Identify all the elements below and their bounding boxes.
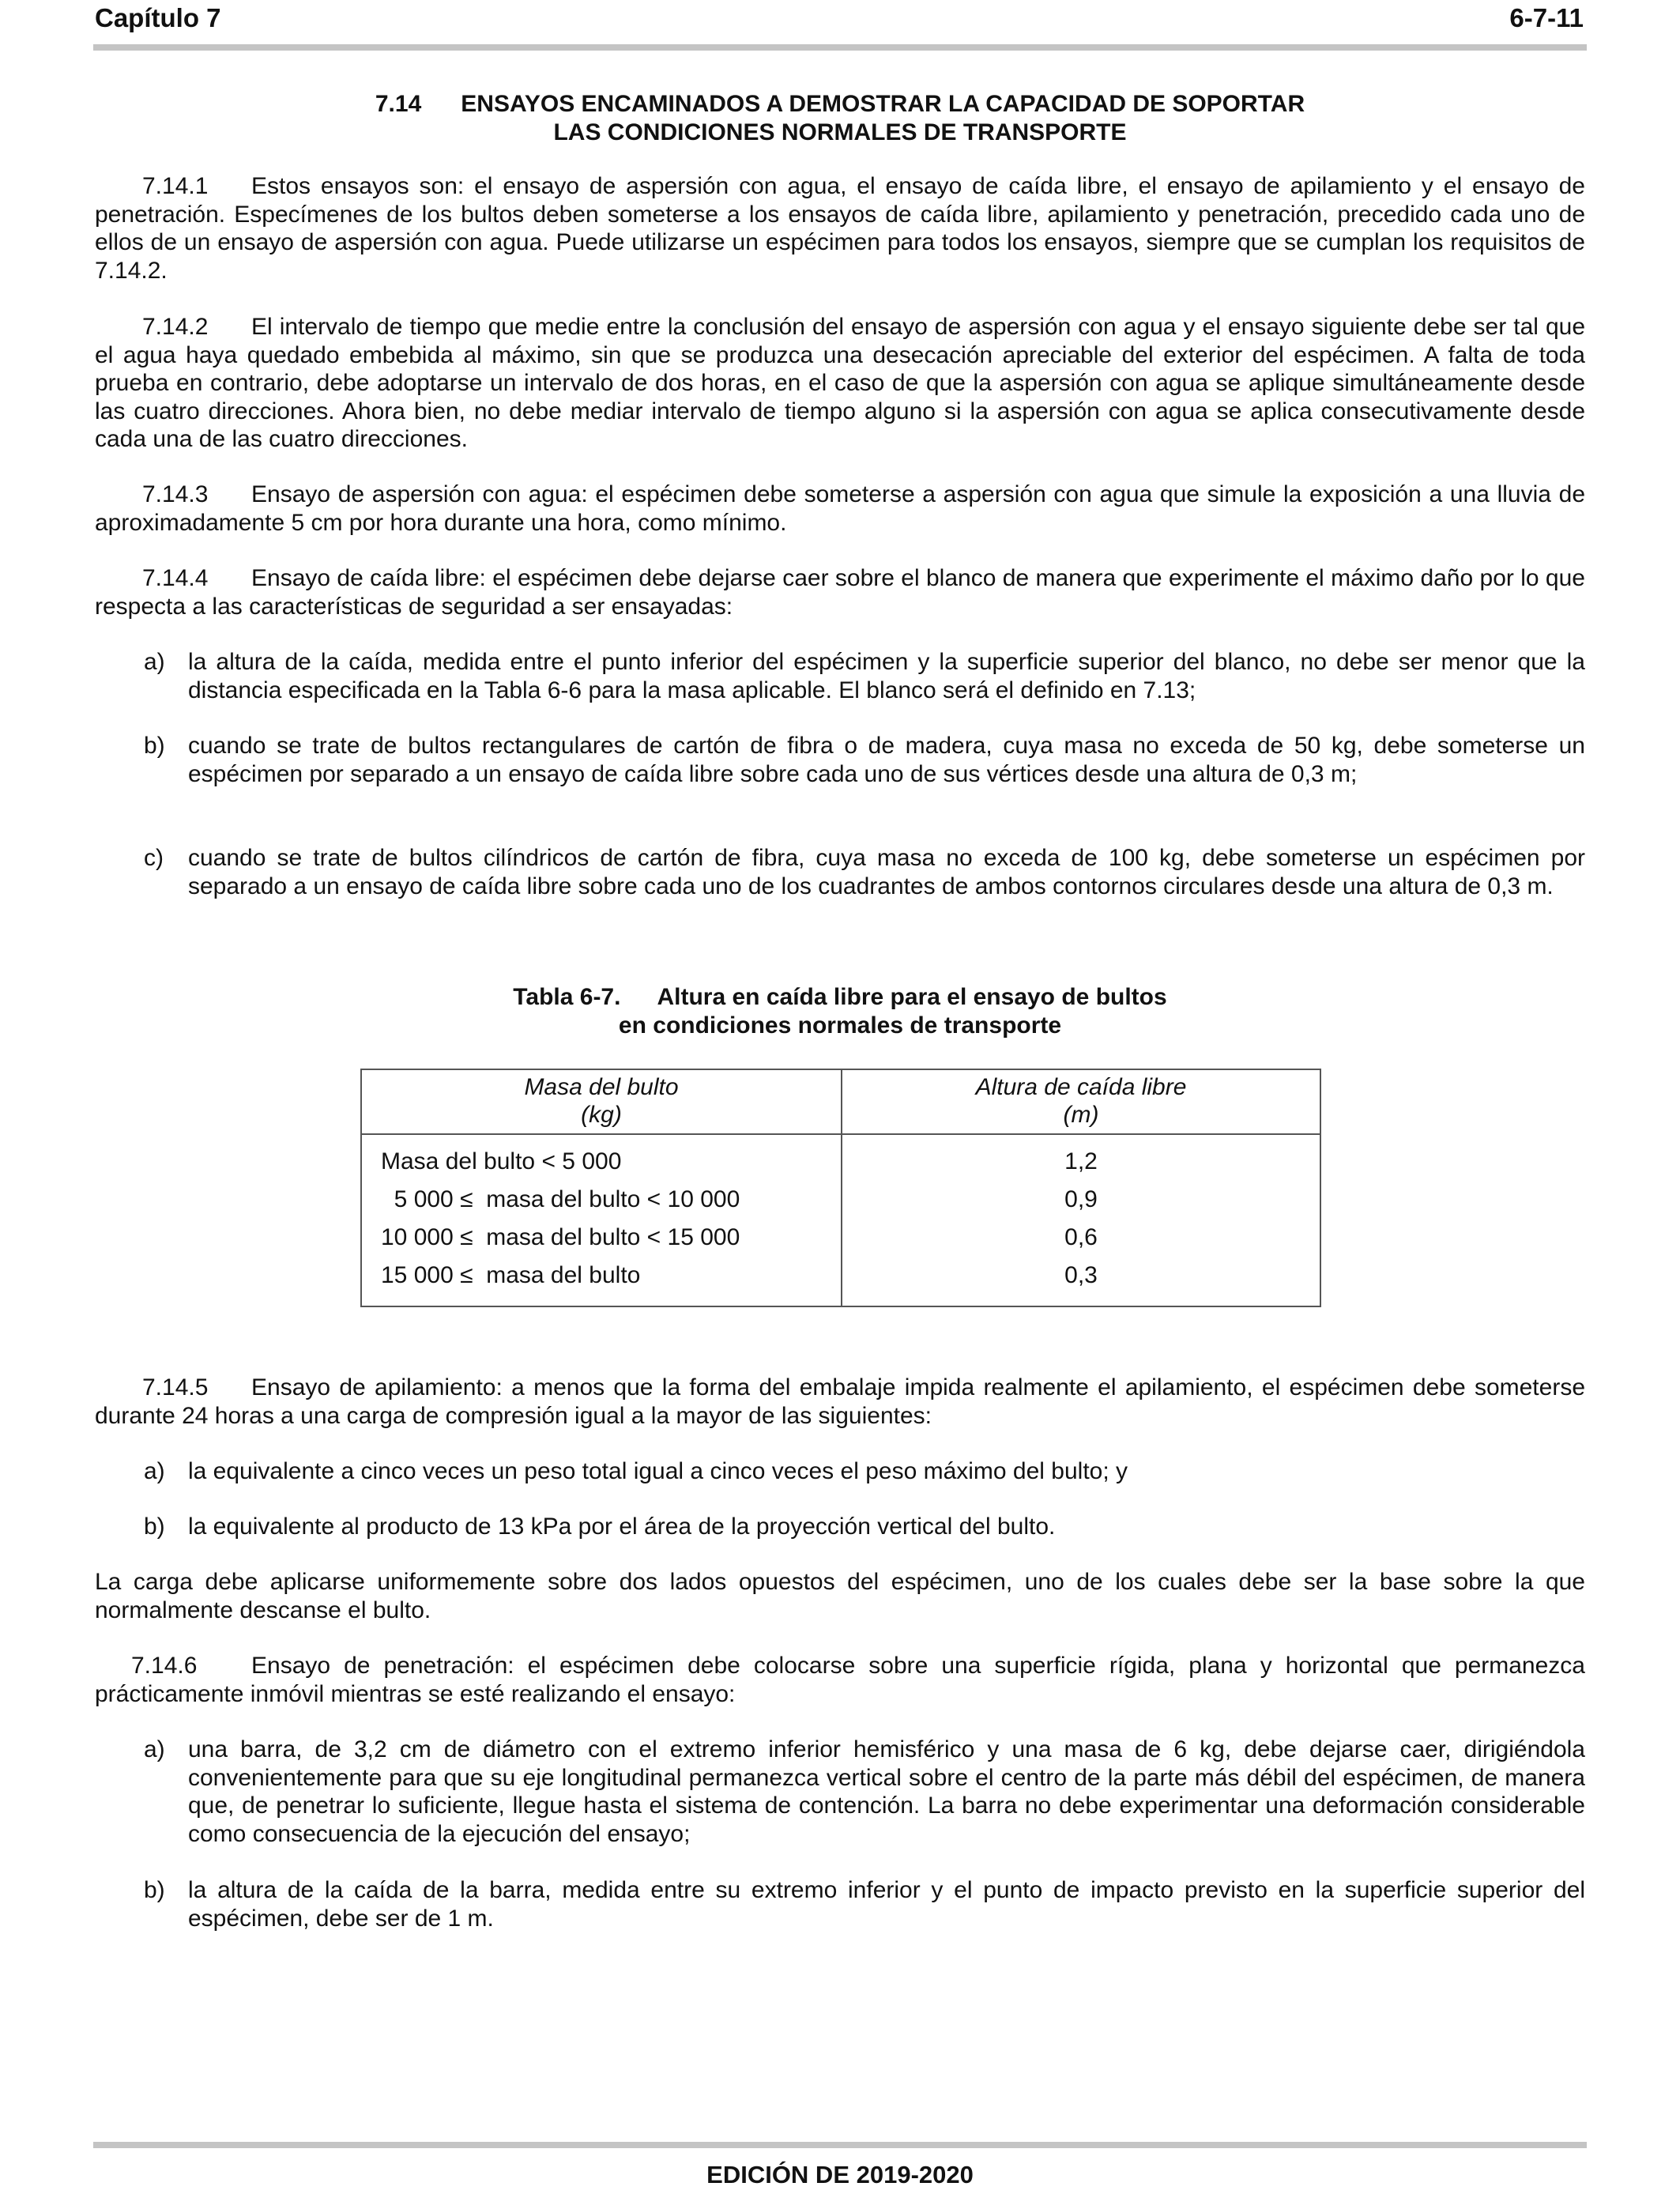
paragraph-number: 7.14.2 [142, 314, 209, 340]
section-title-line1: ENSAYOS ENCAMINADOS A DEMOSTRAR LA CAPACIDAD DE SOPORTAR [461, 91, 1305, 117]
list-item-text: la altura de la caída, medida entre el punto inferior del espécimen y la superficie superior del blanco, no debe ser menor que la distancia especificada en la Tabla 6-6 para la masa aplicable. El blanco será el definido en 7.13; [188, 649, 1585, 703]
edition-footer: EDICIÓN DE 2019-2020 [706, 2161, 974, 2188]
footer-rule [93, 2142, 1587, 2148]
list-item-label: b) [144, 1514, 165, 1540]
table-row [361, 1257, 1320, 1306]
section-number: 7.14 [375, 91, 422, 117]
paragraph-number: 7.14.6 [131, 1653, 198, 1679]
table-row [361, 1181, 1320, 1219]
list-item-text: la equivalente a cinco veces un peso total igual a cinco veces el peso máximo del bulto; y [188, 1458, 1128, 1484]
list-item-text: cuando se trate de bultos cilíndricos de cartón de fibra, cuya masa no exceda de 100 kg, debe someterse un espécimen por separado a un ensayo de caída libre sobre cada uno de los cuadrantes de ambos contornos circulares desde una altura de 0,3 m. [188, 845, 1585, 899]
paragraph-text: El intervalo de tiempo que medie entre la conclusión del ensayo de aspersión con agua y el ensayo siguiente debe ser tal que el agua haya quedado embebida al máximo, sin que se produzca una desecación apreciable del exterior del espécimen. A falta de toda prueba en contrario, debe adoptarse un intervalo de dos horas, en el caso de que la aspersión con agua se aplique simultáneamente desde las cuatro direcciones. Ahora bien, no debe mediar intervalo de tiempo alguno si la aspersión con agua se aplica consecutivamente desde cada una de las cuatro direcciones. [95, 314, 1585, 452]
list-item [95, 1736, 1585, 1848]
paragraph-number: 7.14.1 [142, 173, 209, 199]
list-item-label: a) [144, 1458, 165, 1484]
column-header-unit: (kg) [581, 1102, 622, 1128]
column-header-unit: (m) [1063, 1102, 1099, 1128]
paragraph-text: Ensayo de caída libre: el espécimen debe dejarse caer sobre el blanco de manera que experimente el máximo daño por lo que respecta a las características de seguridad a ser ensayadas: [95, 565, 1585, 620]
list-item-text: la altura de la caída de la barra, medida entre su extremo inferior y el punto de impacto previsto en la superficie superior del espécimen, debe ser de 1 m. [188, 1877, 1585, 1932]
cell-mass: Masa del bulto < 5 000 [361, 1134, 842, 1181]
list-item-label: b) [144, 1877, 165, 1903]
paragraph-number: 7.14.4 [142, 565, 209, 591]
list-item-text: una barra, de 3,2 cm de diámetro con el extremo inferior hemisférico y una masa de 6 kg, debe dejarse caer, dirigiéndola convenientemente para que su eje longitudinal permanezca vertical sobre el centro de la parte más débil del espécimen, de manera que, de penetrar lo suficiente, llegue hasta el sistema de contención. La barra no debe experimentar una deformación considerable como consecuencia de la ejecución del ensayo; [188, 1736, 1585, 1847]
cell-mass: 10 000 ≤ masa del bulto < 15 000 [361, 1219, 842, 1257]
paragraph-text: Estos ensayos son: el ensayo de aspersión con agua, el ensayo de caída libre, el ensayo de apilamiento y el ensayo de penetración. Especímenes de los bultos deben someterse a los ensayos de caída libre, apilamiento y penetración, precedido cada uno de ellos de un ensayo de aspersión con agua. Puede utilizarse un espécimen para todos los ensayos, siempre que se cumplan los requisitos de 7.14.2. [95, 173, 1585, 284]
list-item [95, 1876, 1585, 1932]
header-rule [93, 44, 1587, 51]
paragraph-text: Ensayo de apilamiento: a menos que la forma del embalaje impida realmente el apilamiento, el espécimen debe someterse durante 24 horas a una carga de compresión igual a la mayor de las siguientes: [95, 1374, 1585, 1429]
list-item [95, 1457, 1585, 1486]
list-item [95, 1513, 1585, 1541]
table-number: Tabla 6-7. [513, 984, 621, 1010]
column-header-line: Altura de caída libre [975, 1074, 1187, 1100]
table-header-row [361, 1069, 1320, 1134]
table-row [361, 1134, 1320, 1181]
list-item-label: a) [144, 649, 165, 675]
cell-height: 1,2 [842, 1134, 1320, 1181]
paragraph-text: Ensayo de aspersión con agua: el espécimen debe someterse a aspersión con agua que simule la exposición a una lluvia de aproximadamente 5 cm por hora durante una hora, como mínimo. [95, 481, 1585, 536]
cell-height: 0,3 [842, 1257, 1320, 1306]
cell-mass: 5 000 ≤ masa del bulto < 10 000 [361, 1181, 842, 1219]
table-title-line1: Altura en caída libre para el ensayo de bultos [657, 984, 1167, 1010]
list-item-label: c) [144, 845, 164, 871]
list-item-label: a) [144, 1736, 165, 1762]
paragraph-number: 7.14.3 [142, 481, 209, 507]
chapter-header: Capítulo 7 [95, 3, 221, 32]
paragraph-7-14-2 [95, 313, 1585, 454]
section-title [93, 90, 1587, 147]
table-title-line2: en condiciones normales de transporte [618, 1012, 1062, 1039]
section-title-line2: LAS CONDICIONES NORMALES DE TRANSPORTE [553, 119, 1127, 145]
column-header-height [842, 1069, 1320, 1134]
table-caption [93, 983, 1587, 1040]
list-item-text: cuando se trate de bultos rectangulares de cartón de fibra o de madera, cuya masa no exceda de 50 kg, debe someterse un espécimen por separado a un ensayo de caída libre sobre cada uno de sus vértices desde una altura de 0,3 m; [188, 733, 1585, 787]
cell-height: 0,9 [842, 1181, 1320, 1219]
list-item [95, 732, 1585, 788]
column-header-line: Masa del bulto [524, 1074, 679, 1100]
cell-height: 0,6 [842, 1219, 1320, 1257]
paragraph-7-14-3 [95, 481, 1585, 537]
cell-mass: 15 000 ≤ masa del bulto [361, 1257, 842, 1306]
drop-height-table [360, 1069, 1321, 1307]
list-item-label: b) [144, 733, 165, 759]
table-row [361, 1219, 1320, 1257]
column-header-mass [361, 1069, 842, 1134]
paragraph-7-14-4 [95, 564, 1585, 620]
paragraph-7-14-1 [95, 172, 1585, 285]
paragraph-text: Ensayo de penetración: el espécimen debe colocarse sobre una superficie rígida, plana y horizontal que permanezca prácticamente inmóvil mientras se esté realizando el ensayo: [95, 1653, 1585, 1707]
page-number: 6-7-11 [1509, 3, 1584, 32]
paragraph-7-14-6 [95, 1652, 1585, 1708]
closing-paragraph: La carga debe aplicarse uniformemente sobre dos lados opuestos del espécimen, uno de los cuales debe ser la base sobre la que normalmente descanse el bulto. [95, 1569, 1585, 1623]
list-item [95, 648, 1585, 704]
list-item-text: la equivalente al producto de 13 kPa por el área de la proyección vertical del bulto. [188, 1514, 1056, 1540]
paragraph-number: 7.14.5 [142, 1374, 209, 1400]
paragraph-7-14-5 [95, 1374, 1585, 1430]
list-item [95, 844, 1585, 900]
